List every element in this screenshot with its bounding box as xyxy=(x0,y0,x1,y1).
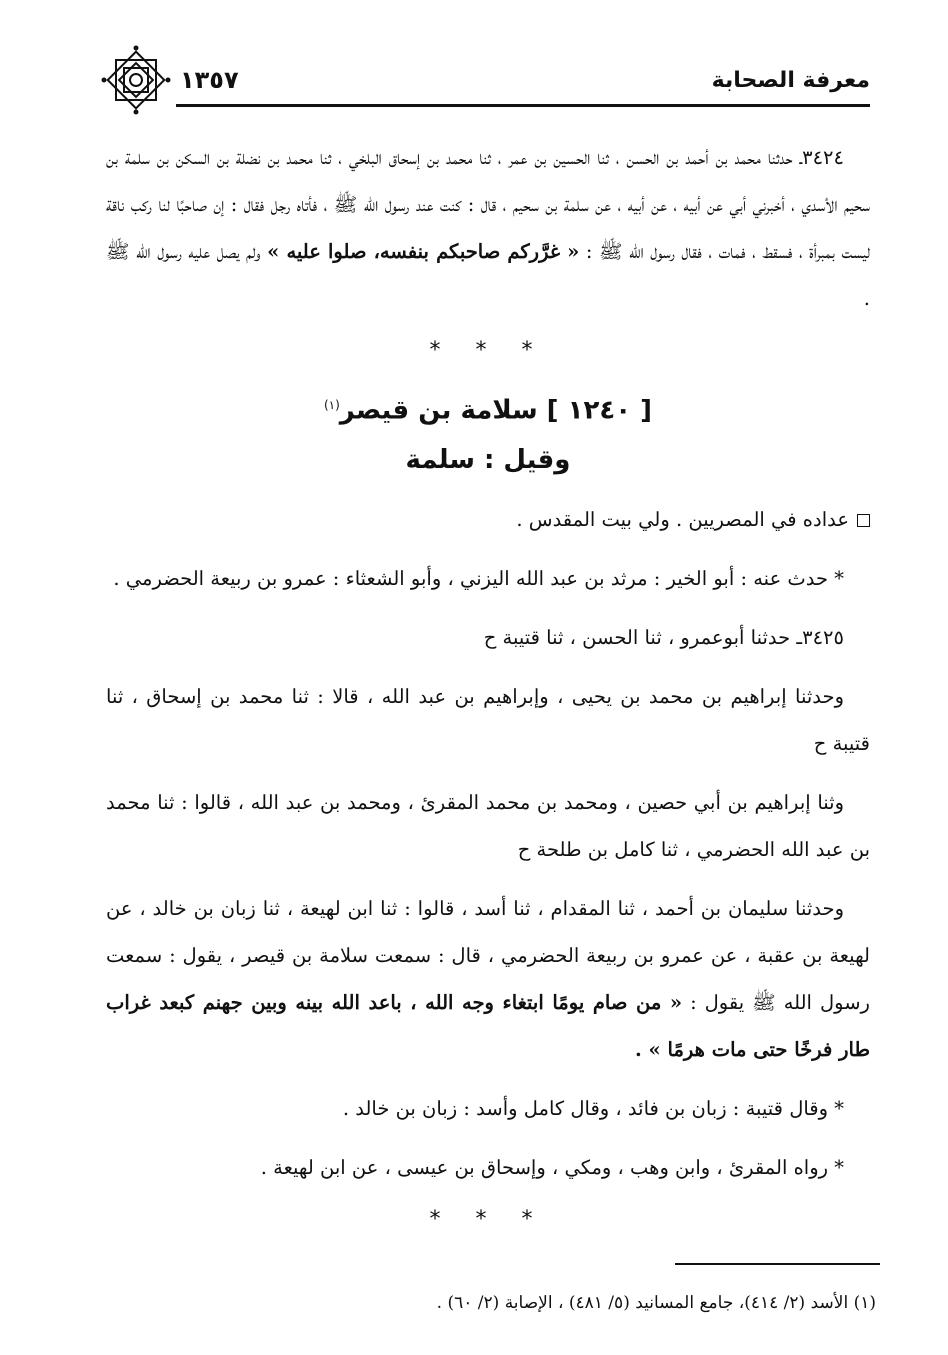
biography-note xyxy=(106,496,870,543)
section-separator-end: * * * xyxy=(429,1206,547,1232)
hadith-3424-quote: « غرَّركم صاحبكم بنفسه، صلوا عليه » xyxy=(267,240,580,263)
entry-title-text: [ ١٢٤٠ ] سلامة بن قيصر xyxy=(339,395,653,426)
transmission-note: * رواه المقرئ ، وابن وهب ، ومكي ، وإسحاق بن عيسى ، عن ابن لهيعة . xyxy=(260,1155,844,1179)
hadith-3425-chain-1: ٣٤٢٥ـ حدثنا أبوعمرو ، ثنا الحسن ، ثنا قتيبة ح xyxy=(483,625,844,649)
biography-note-text: عداده في المصريين . ولي بيت المقدس . xyxy=(516,507,849,531)
hadith-3425-quote: « من صام يومًا ابتغاء وجه الله ، باعد الله بينه وبين جهنم كبعد غراب طار فرخًا حتى مات هرمًا » . xyxy=(106,990,870,1061)
hadith-3425-chain-3: وثنا إبراهيم بن أبي حصين ، ومحمد بن محمد المقرئ ، ومحمد بن عبد الله ، قالوا : ثنا محمد بن عبد الله الحضرمي ، ثنا كامل بن طلحة ح xyxy=(106,790,870,861)
footnote: (١) الأسد (٢/ ٤١٤)، جامع المسانيد (٥/ ٤٨١) ، الإصابة (٢/ ٦٠) . xyxy=(436,1293,876,1313)
entry-subtitle: وقيل : سلمة xyxy=(405,444,571,475)
variant-note: * وقال قتيبة : زبان بن فائد ، وقال كامل وأسد : زبان بن خالد . xyxy=(342,1096,844,1120)
page-number: ١٣٥٧ xyxy=(180,66,239,94)
hadith-3425-text: وحدثنا سليمان بن أحمد ، ثنا المقدام ، ثنا أسد ، قالوا : ثنا ابن لهيعة ، ثنا زبان بن خالد ، عن لهيعة بن عقبة ، عن عمرو بن ربيعة الحضرمي ، قال : سمعت سلامة بن قيصر ، يقول : سمعت رسول الله ﷺ يقول : xyxy=(106,896,870,1014)
hadith-3424-text: ٣٤٢٤ـ حدثنا محمد بن أحمد بن الحسن ، ثنا الحسين بن عمر ، ثنا محمد بن إسحاق البلخي ، ثنا محمد بن نضلة بن السكن بن سلمة بن سحيم الأسدي ، أخبرني أبي عن أبيه ، عن أبيه ، عن سلمة بن سحيم ، قال : كنت عند رسول الله ﷺ ، فأتاه رجل فقال : إن صاحبًا لنا ركب ناقة ليست بمبرأة ، فسقط ، فمات ، فقال رسول الله ﷺ : xyxy=(106,146,870,263)
section-separator: * * * xyxy=(429,338,547,363)
narrators-note: * حدث عنه : أبو الخير : مرثد بن عبد الله اليزني ، وأبو الشعثاء : عمرو بن ربيعة الحضرمي . xyxy=(113,566,844,590)
header-rule xyxy=(176,104,870,107)
hadith-3425-chain-2: وحدثنا إبراهيم بن محمد بن يحيى ، وإبراهيم بن عبد الله ، قالا : ثنا محمد بن إسحاق ، ثنا قتيبة ح xyxy=(106,684,870,755)
hadith-3425-chain-4 xyxy=(106,885,870,1073)
footnote-rule xyxy=(675,1263,880,1265)
square-bullet-icon xyxy=(857,514,870,527)
footnote-mark: (١) xyxy=(323,398,340,412)
entry-title xyxy=(106,380,870,436)
running-title: معرفة الصحابة xyxy=(711,68,870,93)
star-ornament-icon xyxy=(100,44,172,116)
hadith-3424 xyxy=(106,134,870,322)
hadith-3424-end: ولم يصل عليه رسول الله ﷺ . xyxy=(106,240,870,310)
page-header xyxy=(100,62,870,102)
main-text xyxy=(106,134,870,1249)
